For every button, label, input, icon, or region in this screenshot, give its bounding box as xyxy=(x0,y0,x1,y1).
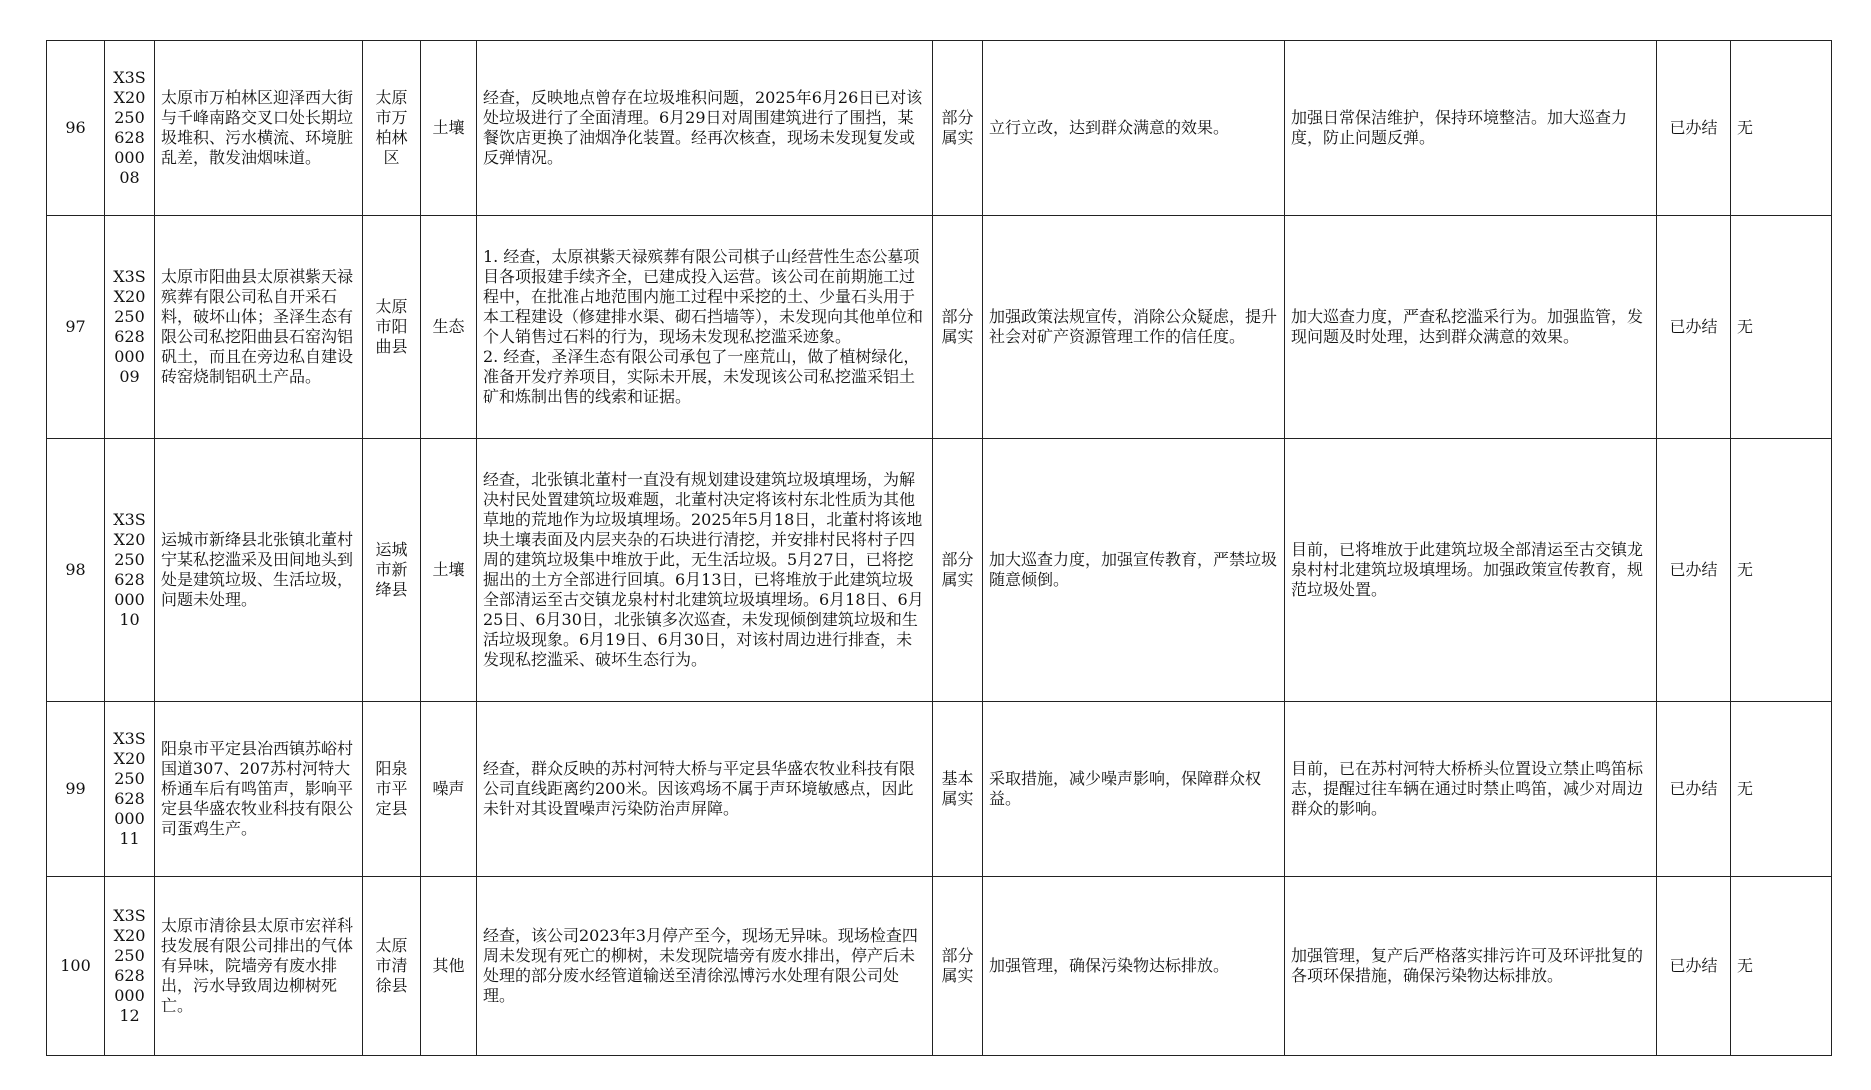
issue-description: 太原市清徐县太原市宏祥科技发展有限公司排出的气体有异味，院墙旁有废水排出，污水导致周边柳树死亡。 xyxy=(155,877,363,1056)
handling-opinion: 采取措施，减少噪声影响，保障群众权益。 xyxy=(983,702,1285,877)
row-number: 99 xyxy=(47,702,105,877)
row-number: 96 xyxy=(47,41,105,216)
district: 太原市清徐县 xyxy=(363,877,421,1056)
issue-description: 运城市新绛县北张镇北董村宁某私挖滥采及田间地头到处是建筑垃圾、生活垃圾，问题未处理。 xyxy=(155,439,363,702)
accountability: 无 xyxy=(1731,216,1832,439)
issue-description: 太原市万柏林区迎泽西大街与千峰南路交叉口处长期垃圾堆积、污水横流、环境脏乱差，散发油烟味道。 xyxy=(155,41,363,216)
district: 太原市万柏林区 xyxy=(363,41,421,216)
table-row xyxy=(47,439,1832,702)
handling-opinion: 加大巡查力度，加强宣传教育，严禁垃圾随意倾倒。 xyxy=(983,439,1285,702)
investigation-result: 经查，该公司2023年3月停产至今，现场无异味。现场检查四周未发现有死亡的柳树，未发现院墙旁有废水排出，停产后未处理的部分废水经管道输送至清徐泓博污水处理有限公司处理。 xyxy=(477,877,933,1056)
row-number: 98 xyxy=(47,439,105,702)
pollution-type: 噪声 xyxy=(421,702,477,877)
case-code: X3SX2025062800010 xyxy=(105,439,155,702)
case-code: X3SX2025062800012 xyxy=(105,877,155,1056)
status: 已办结 xyxy=(1657,216,1731,439)
table-row xyxy=(47,877,1832,1056)
pollution-type: 土壤 xyxy=(421,41,477,216)
investigation-result: 经查，群众反映的苏村河特大桥与平定县华盛农牧业科技有限公司直线距离约200米。因该鸡场不属于声环境敏感点，因此未针对其设置噪声污染防治声屏障。 xyxy=(477,702,933,877)
verdict: 基本属实 xyxy=(933,702,983,877)
accountability: 无 xyxy=(1731,877,1832,1056)
table-row xyxy=(47,216,1832,439)
district: 阳泉市平定县 xyxy=(363,702,421,877)
verdict: 部分属实 xyxy=(933,41,983,216)
rectification-measures: 加强日常保洁维护，保持环境整洁。加大巡查力度，防止问题反弹。 xyxy=(1285,41,1657,216)
status: 已办结 xyxy=(1657,439,1731,702)
rectification-measures: 加强管理，复产后严格落实排污许可及环评批复的各项环保措施，确保污染物达标排放。 xyxy=(1285,877,1657,1056)
handling-opinion: 加强管理，确保污染物达标排放。 xyxy=(983,877,1285,1056)
case-code: X3SX2025062800008 xyxy=(105,41,155,216)
accountability: 无 xyxy=(1731,439,1832,702)
row-number: 100 xyxy=(47,877,105,1056)
pollution-type: 其他 xyxy=(421,877,477,1056)
accountability: 无 xyxy=(1731,702,1832,877)
case-code: X3SX2025062800009 xyxy=(105,216,155,439)
complaint-table xyxy=(46,40,1832,1056)
handling-opinion: 立行立改，达到群众满意的效果。 xyxy=(983,41,1285,216)
issue-description: 阳泉市平定县冶西镇苏峪村国道307、207苏村河特大桥通车后有鸣笛声，影响平定县华盛农牧业科技有限公司蛋鸡生产。 xyxy=(155,702,363,877)
investigation-result: 经查，反映地点曾存在垃圾堆积问题，2025年6月26日已对该处垃圾进行了全面清理。6月29日对周围建筑进行了围挡，某餐饮店更换了油烟净化装置。经再次核查，现场未发现复发或反弹情况。 xyxy=(477,41,933,216)
district: 太原市阳曲县 xyxy=(363,216,421,439)
table-row xyxy=(47,41,1832,216)
rectification-measures: 目前，已在苏村河特大桥桥头位置设立禁止鸣笛标志，提醒过往车辆在通过时禁止鸣笛，减少对周边群众的影响。 xyxy=(1285,702,1657,877)
verdict: 部分属实 xyxy=(933,216,983,439)
rectification-measures: 目前，已将堆放于此建筑垃圾全部清运至古交镇龙泉村村北建筑垃圾填埋场。加强政策宣传教育，规范垃圾处置。 xyxy=(1285,439,1657,702)
verdict: 部分属实 xyxy=(933,877,983,1056)
issue-description: 太原市阳曲县太原祺紫天禄殡葬有限公司私自开采石料，破坏山体；圣泽生态有限公司私挖阳曲县石窑沟铝矾土，而且在旁边私自建设砖窑烧制铝矾土产品。 xyxy=(155,216,363,439)
rectification-measures: 加大巡查力度，严查私挖滥采行为。加强监管，发现问题及时处理，达到群众满意的效果。 xyxy=(1285,216,1657,439)
verdict: 部分属实 xyxy=(933,439,983,702)
district: 运城市新绛县 xyxy=(363,439,421,702)
status: 已办结 xyxy=(1657,702,1731,877)
status: 已办结 xyxy=(1657,41,1731,216)
investigation-result: 1. 经查，太原祺紫天禄殡葬有限公司棋子山经营性生态公墓项目各项报建手续齐全，已建成投入运营。该公司在前期施工过程中，在批准占地范围内施工过程中采挖的土、少量石头用于本工程建设（修建排水渠、砌石挡墙等），未发现向其他单位和个人销售过石料的行为，现场未发现私挖滥采迹象。 2. 经查，圣泽生态有限公司承包了一座荒山，做了植树绿化，准备开发疗养项目，实际未开展，未发现该公司私挖滥采铝土矿和炼制出售的线索和证据。 xyxy=(477,216,933,439)
pollution-type: 土壤 xyxy=(421,439,477,702)
investigation-result: 经查，北张镇北董村一直没有规划建设建筑垃圾填埋场，为解决村民处置建筑垃圾难题，北董村决定将该村东北性质为其他草地的荒地作为垃圾填埋场。2025年5月18日，北董村将该地块土壤表面及内层夹杂的石块进行清挖，并安排村民将村子四周的建筑垃圾集中堆放于此，无生活垃圾。5月27日，已将挖掘出的土方全部进行回填。6月13日，已将堆放于此建筑垃圾全部清运至古交镇龙泉村村北建筑垃圾填埋场。6月18日、6月25日、6月30日，北张镇多次巡查，未发现倾倒建筑垃圾和生活垃圾现象。6月19日、6月30日，对该村周边进行排查，未发现私挖滥采、破坏生态行为。 xyxy=(477,439,933,702)
case-code: X3SX2025062800011 xyxy=(105,702,155,877)
handling-opinion: 加强政策法规宣传，消除公众疑虑，提升社会对矿产资源管理工作的信任度。 xyxy=(983,216,1285,439)
table-row xyxy=(47,702,1832,877)
accountability: 无 xyxy=(1731,41,1832,216)
pollution-type: 生态 xyxy=(421,216,477,439)
row-number: 97 xyxy=(47,216,105,439)
status: 已办结 xyxy=(1657,877,1731,1056)
